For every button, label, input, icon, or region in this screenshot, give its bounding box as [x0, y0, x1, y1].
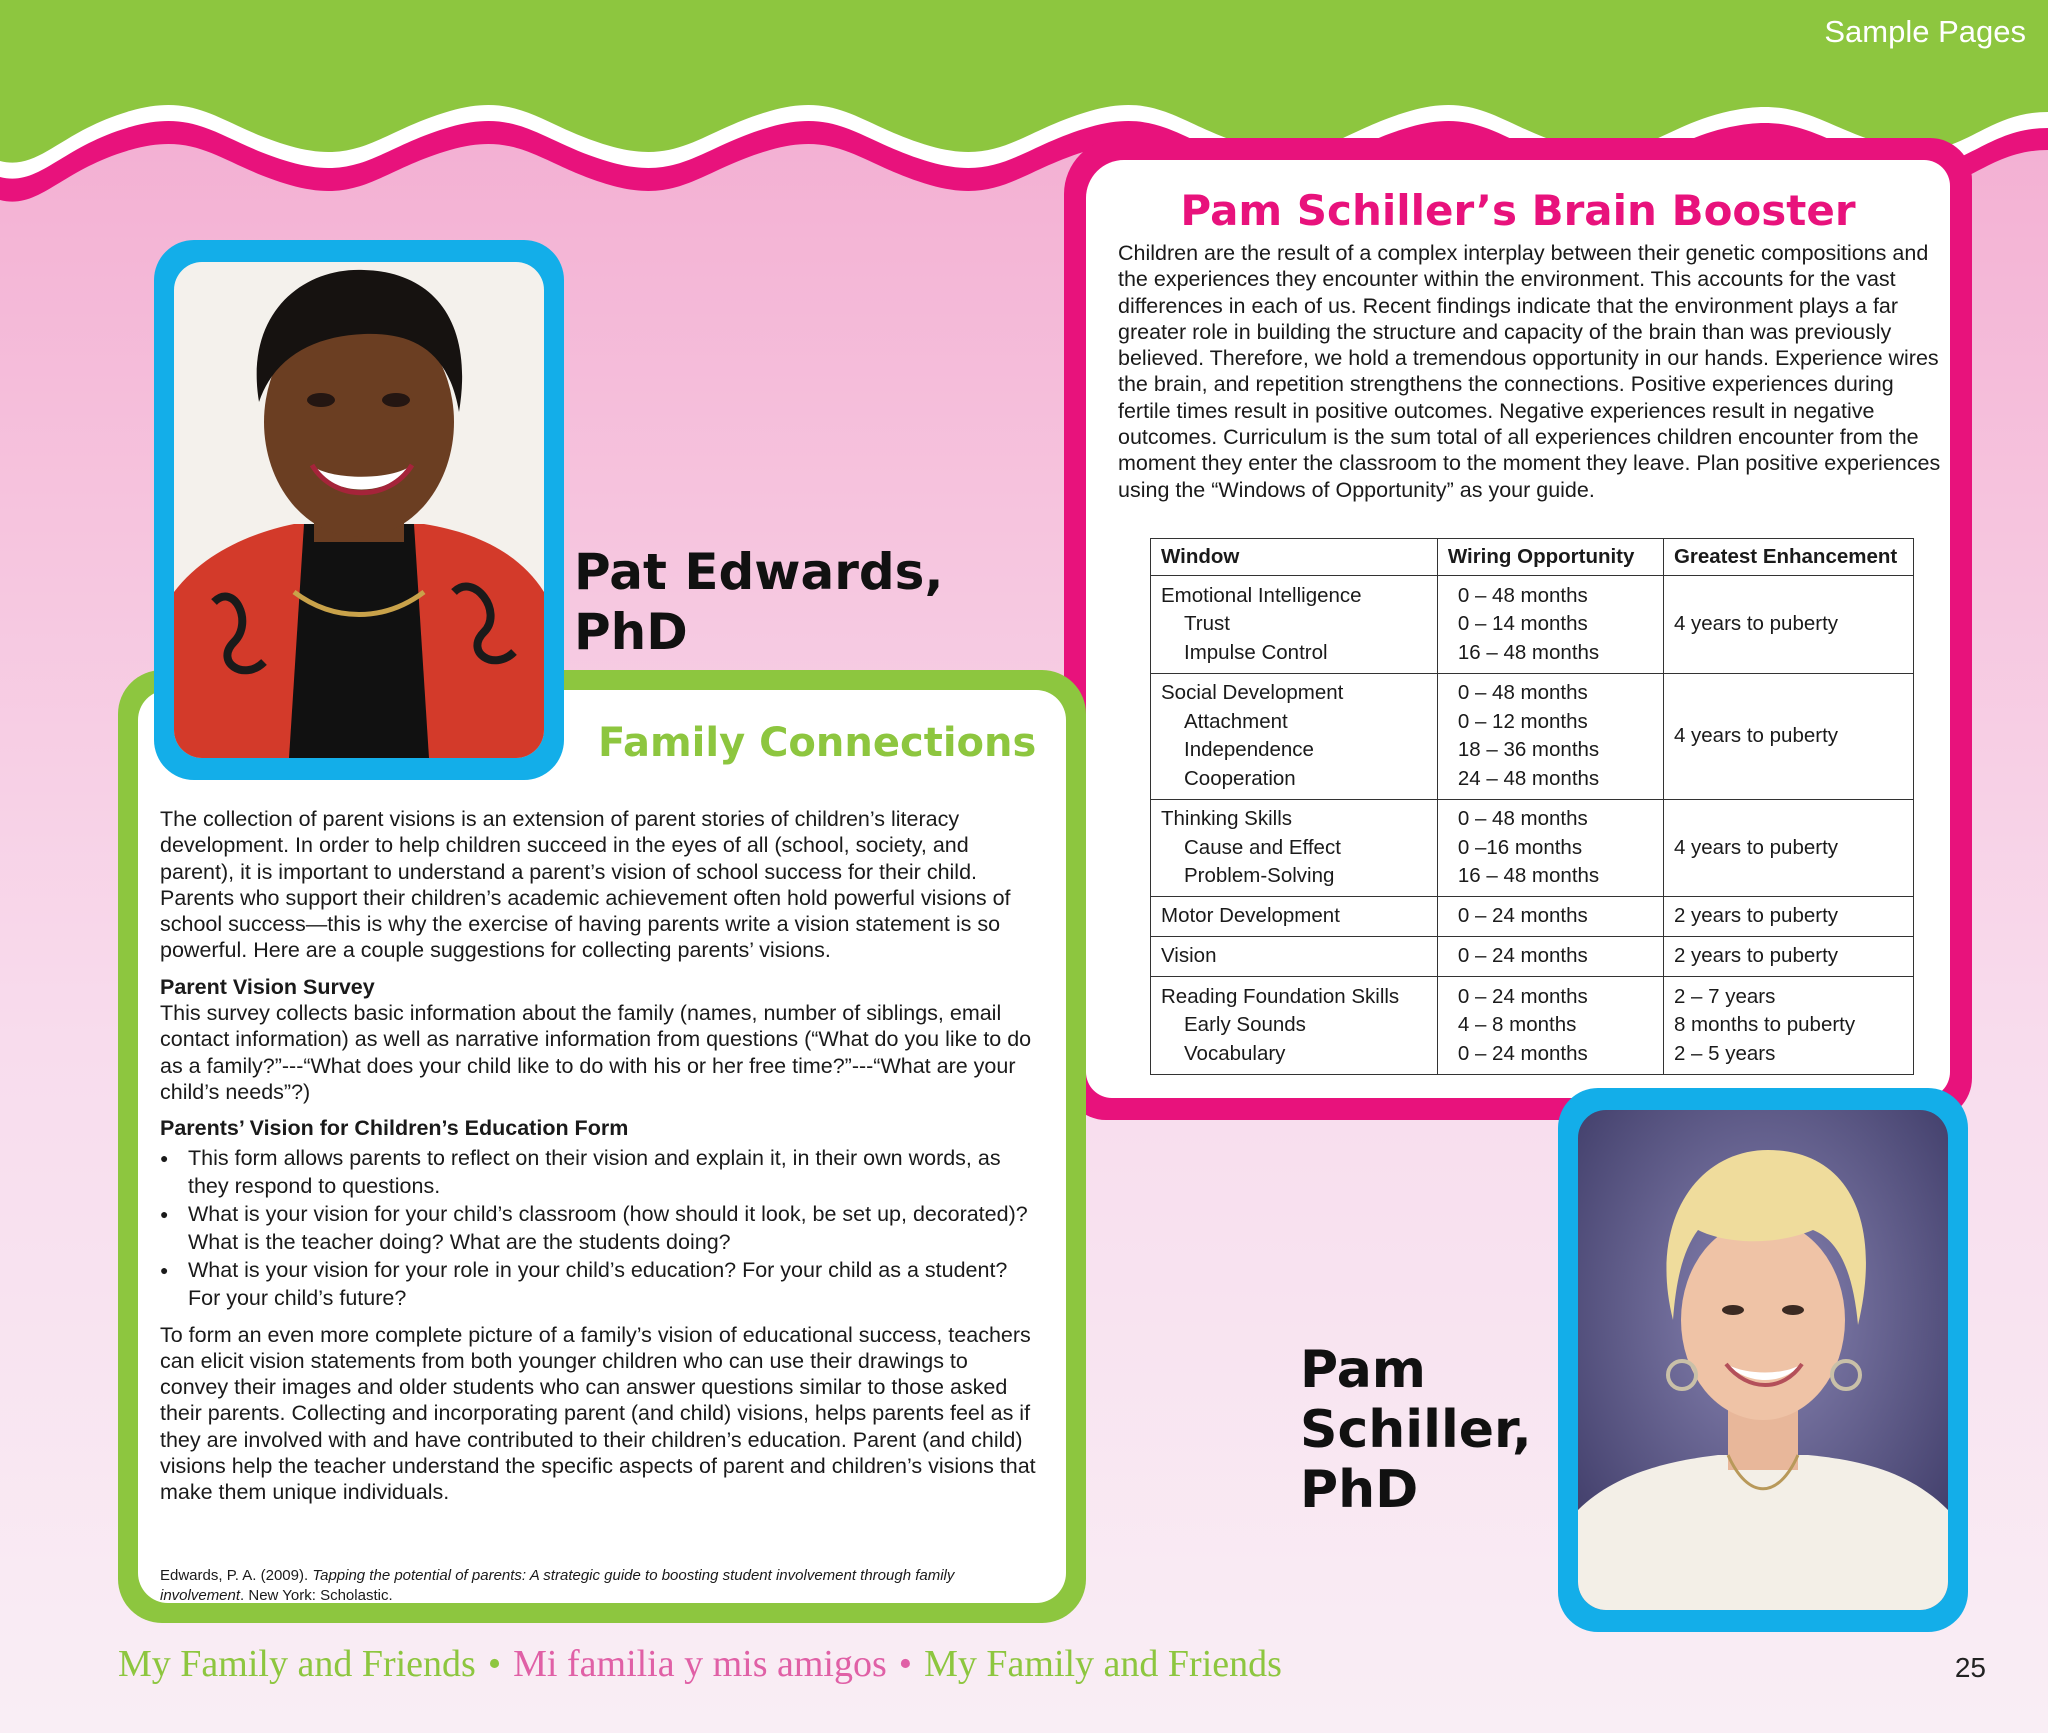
table-row: [1151, 897, 1914, 937]
form-bullet-list: [160, 1144, 1040, 1312]
table-row: [1151, 937, 1914, 977]
table-body: [1151, 576, 1914, 1075]
closing-paragraph: To form an even more complete picture of a family’s vision of educational success, teachers can elicit vision statements from both younger children who can use their drawings to convey their images and older students who can answer questions similar to those asked their parents. Collecting and incorporating parent (and child) visions, helps parents feel as if they are involved with and have contributed to their children’s education. Parent (and child) visions help the teacher understand the specific aspects of parent and children’s visions that make them unique individuals.: [160, 1322, 1036, 1505]
wiring-sub-value: 16 – 48 months: [1457, 864, 1600, 887]
window-label: Thinking Skills: [1161, 807, 1293, 830]
family-connections-panel: [138, 690, 1066, 1603]
enhancement-cell: [1663, 897, 1913, 937]
window-sub-label: Impulse Control: [1184, 640, 1328, 664]
wiring-value: 0 – 24 months: [1457, 904, 1588, 928]
table-header-row: [1151, 539, 1914, 576]
wiring-sub-value: 0 –16 months: [1457, 835, 1583, 859]
survey-heading: Parent Vision Survey: [160, 974, 375, 999]
enhancement-value: 4 years to puberty: [1673, 723, 1839, 747]
header-greatest-enhancement: Greatest Enhancement: [1663, 539, 1913, 576]
wiring-sub-value: 4 – 8 months: [1457, 1013, 1577, 1036]
pat-edwards-photo-frame: [154, 240, 564, 780]
enhancement-value: 2 – 7 years: [1673, 984, 1776, 1008]
table-row: [1151, 799, 1914, 897]
pam-schiller-photo-frame: [1558, 1088, 1968, 1632]
pam-schiller-name: Pam Schiller, PhD: [1300, 1340, 1532, 1520]
window-sub-label: Independence: [1184, 738, 1314, 761]
footer-title-english: My Family and Friends: [118, 1643, 476, 1685]
enhancement-value: 8 months to puberty: [1673, 1013, 1856, 1036]
wiring-cell: [1437, 799, 1663, 897]
citation-title: Tapping the potential of parents: A strategic guide to boosting student involvement through family involvement: [160, 1567, 955, 1603]
wiring-cell: [1437, 673, 1663, 799]
citation-publisher: . New York: Scholastic.: [240, 1587, 393, 1603]
wiring-value: 0 – 24 months: [1457, 984, 1588, 1008]
bullet-item: ● What is your vision for your role in your child’s education? For your child as a student? For your child’s future?: [188, 1256, 1040, 1312]
enhancement-value: 4 years to puberty: [1673, 612, 1839, 635]
window-sub-label: Cause and Effect: [1184, 835, 1341, 859]
header-window: Window: [1151, 539, 1438, 576]
wiring-value: 0 – 48 months: [1457, 807, 1588, 830]
wiring-cell: [1437, 897, 1663, 937]
footer-series-title: [118, 1642, 1282, 1686]
footer-title-spanish: Mi familia y mis amigos: [513, 1643, 887, 1685]
window-sub-label: Cooperation: [1184, 766, 1296, 790]
window-label: Reading Foundation Skills: [1161, 984, 1400, 1008]
brain-booster-text: Children are the result of a complex interplay between their genetic compositions and the experiences they encounter within the environment. This accounts for the vast differences in each of us. Recent findings indicate that the environment plays a far greater role in building the structure and capacity of the brain than was previously believed. Therefore, we hold a tremendous opportunity in our hands. Experience wires the brain, and repetition strengthens the connections. Positive experiences during fertile times result in positive outcomes. Negative experiences result in negative outcomes. Curriculum is the sum total of all experiences children encounter from the moment they enter the classroom to the moment they leave. Plan positive experiences using the “Windows of Opportunity” as your guide.: [1118, 241, 1941, 502]
window-label: Emotional Intelligence: [1161, 583, 1362, 607]
enhancement-cell: [1663, 799, 1913, 897]
family-connections-title: Family Connections: [598, 720, 1037, 766]
pat-edwards-photo: [174, 262, 544, 758]
enhancement-value: 2 years to puberty: [1673, 944, 1839, 968]
bullet-item: ● What is your vision for your child’s classroom (how should it look, be set up, decorated)? What is the teacher doing? What are the students doing?: [188, 1200, 1040, 1256]
brain-booster-title: Pam Schiller’s Brain Booster: [1180, 186, 1856, 235]
window-cell: [1151, 897, 1438, 937]
enhancement-cell: [1663, 937, 1913, 977]
footer-bullet: •: [898, 1643, 913, 1685]
form-heading: Parents’ Vision for Children’s Education Form: [160, 1116, 629, 1141]
enhancement-value: 4 years to puberty: [1673, 835, 1839, 859]
wiring-sub-value: 18 – 36 months: [1457, 738, 1600, 761]
wiring-cell: [1437, 576, 1663, 674]
footer-bullet: •: [487, 1643, 502, 1685]
pam-schiller-photo: [1578, 1110, 1948, 1610]
citation: [160, 1566, 1040, 1603]
window-cell: [1151, 576, 1438, 674]
enhancement-cell: [1663, 576, 1913, 674]
window-label: Motor Development: [1161, 904, 1340, 928]
enhancement-value: 2 – 5 years: [1673, 1041, 1776, 1065]
wiring-sub-value: 24 – 48 months: [1457, 766, 1600, 790]
enhancement-value: 2 years to puberty: [1673, 904, 1839, 928]
sample-pages-label: Sample Pages: [1824, 14, 2026, 49]
window-cell: [1151, 977, 1438, 1075]
page-number: 25: [1954, 1652, 1986, 1683]
table-row: [1151, 977, 1914, 1075]
citation-author: Edwards, P. A. (2009).: [160, 1567, 313, 1584]
footer-title-english-2: My Family and Friends: [924, 1643, 1282, 1685]
survey-paragraph: This survey collects basic information about the family (names, number of siblings, email contact information) as well as narrative information from questions (“What do you like to do as a family?”---“What does your child like to do with his or her free time?”---“What are your child’s needs”?): [160, 1001, 1032, 1104]
family-connections-text: [160, 806, 1040, 1506]
window-sub-label: Attachment: [1184, 709, 1288, 733]
wiring-value: 0 – 48 months: [1457, 681, 1588, 704]
windows-of-opportunity-table: [1150, 538, 1914, 1075]
window-label: Social Development: [1161, 681, 1344, 704]
window-sub-label: Early Sounds: [1184, 1013, 1306, 1036]
enhancement-cell: [1663, 673, 1913, 799]
header-wiring-opportunity: Wiring Opportunity: [1437, 539, 1663, 576]
brain-booster-panel: [1086, 160, 1950, 1098]
window-label: Vision: [1161, 944, 1217, 968]
wiring-sub-value: 0 – 12 months: [1457, 709, 1588, 733]
wiring-sub-value: 0 – 14 months: [1457, 612, 1588, 635]
window-cell: [1151, 673, 1438, 799]
wiring-sub-value: 0 – 24 months: [1457, 1041, 1588, 1065]
window-cell: [1151, 799, 1438, 897]
window-sub-label: Problem-Solving: [1184, 864, 1335, 887]
table-row: [1151, 576, 1914, 674]
wiring-cell: [1437, 937, 1663, 977]
wiring-value: 0 – 24 months: [1457, 944, 1588, 968]
table-row: [1151, 673, 1914, 799]
window-sub-label: Trust: [1184, 612, 1230, 635]
enhancement-cell: [1663, 977, 1913, 1075]
window-cell: [1151, 937, 1438, 977]
family-connections-box: [118, 670, 1086, 1623]
window-sub-label: Vocabulary: [1184, 1041, 1286, 1065]
intro-paragraph: The collection of parent visions is an extension of parent stories of children’s literacy development. In order to help children succeed in the eyes of all (school, society, and parent), it is important to understand a parent’s vision of school success for their child. Parents who support their children’s academic achievement often hold powerful visions of school success—this is why the exercise of having parents write a vision statement is so powerful. Here are a couple suggestions for collecting parents’ visions.: [160, 807, 1011, 963]
wiring-sub-value: 16 – 48 months: [1457, 640, 1600, 664]
bullet-item: ● This form allows parents to reflect on their vision and explain it, in their own words, as they respond to questions.: [188, 1144, 1040, 1200]
wiring-value: 0 – 48 months: [1457, 583, 1588, 607]
brain-booster-box: [1064, 138, 1972, 1120]
wiring-cell: [1437, 977, 1663, 1075]
pat-edwards-name: Pat Edwards, PhD: [574, 543, 944, 661]
